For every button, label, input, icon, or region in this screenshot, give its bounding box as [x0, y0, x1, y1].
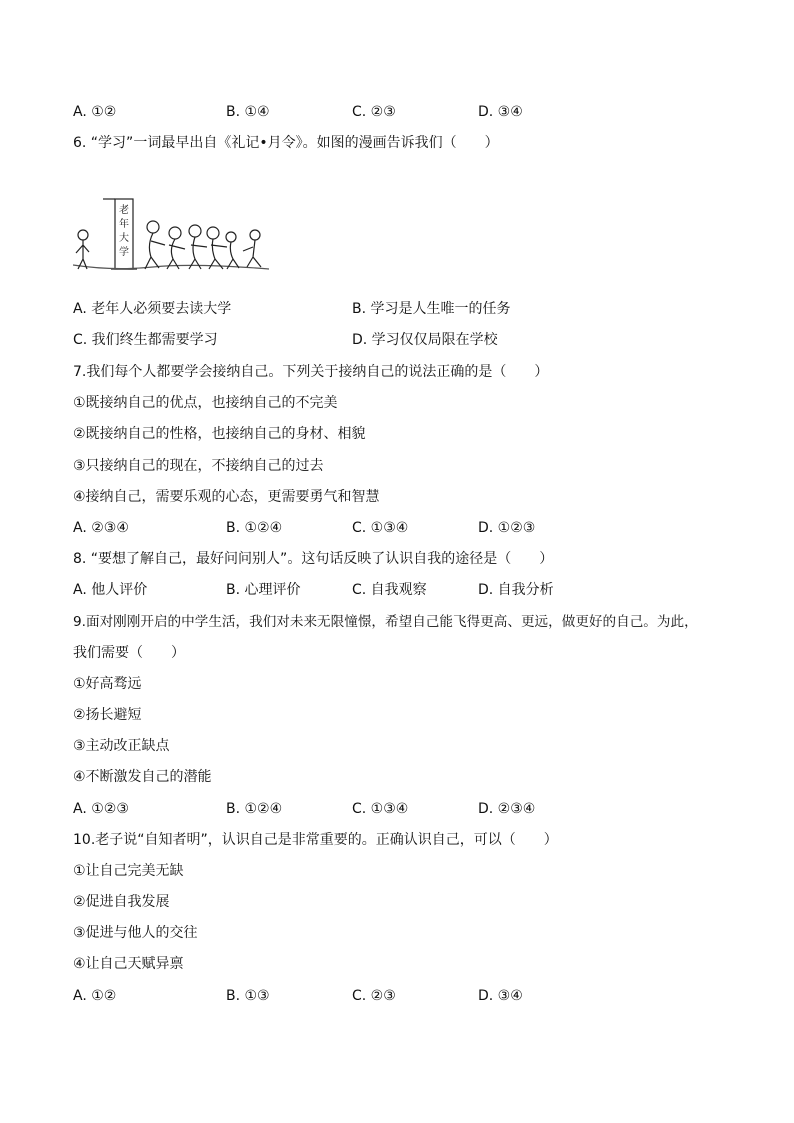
q8-option-c: C. 自我观察: [352, 582, 427, 598]
q7-item-1: ①既接纳自己的优点，也接纳自己的不完美: [73, 395, 338, 411]
cartoon-sign-char-3: 大: [119, 233, 129, 244]
q9-option-d: D. ②③④: [478, 801, 536, 817]
q7-stem: 7.我们每个人都要学会接纳自己。下列关于接纳自己的说法正确的是（ ）: [73, 364, 549, 380]
q6-option-d: D. 学习仅仅局限在学校: [352, 332, 498, 348]
q8-option-d: D. 自我分析: [478, 582, 554, 598]
q10-item-4: ④让自己天赋异禀: [73, 956, 184, 972]
q10-stem: 10.老子说“自知者明”，认识自己是非常重要的。正确认识自己，可以（ ）: [73, 832, 558, 848]
q6-option-c: C. 我们终生都需要学习: [73, 332, 218, 348]
q5-option-d: D. ③④: [478, 104, 523, 120]
q6-stem: 6. “学习”一词最早出自《礼记•月令》。如图的漫画告诉我们（ ）: [73, 135, 499, 151]
q8-stem: 8. “要想了解自己，最好问问别人”。这句话反映了认识自我的途径是（ ）: [73, 551, 554, 567]
q9-option-a: A. ①②③: [73, 801, 129, 817]
q10-item-3: ③促进与他人的交往: [73, 925, 198, 941]
q9-stem-line-1: 9.面对刚刚开启的中学生活，我们对未来无限憧憬，希望自己能飞得更高、更远，做更好的自己。为此，: [73, 614, 698, 630]
q7-option-d: D. ①②③: [478, 520, 536, 536]
q9-item-4: ④不断激发自己的潜能: [73, 769, 212, 785]
q7-option-a: A. ②③④: [73, 520, 129, 536]
q9-option-b: B. ①②④: [226, 801, 283, 817]
q5-option-c: C. ②③: [352, 104, 396, 120]
q9-item-3: ③主动改正缺点: [73, 738, 170, 754]
q9-stem-line-2: 我们需要（ ）: [73, 645, 185, 661]
q10-option-c: C. ②③: [352, 988, 396, 1004]
q6-option-b: B. 学习是人生唯一的任务: [352, 301, 511, 317]
q8-option-a: A. 他人评价: [73, 582, 148, 598]
q9-option-c: C. ①③④: [352, 801, 409, 817]
q5-option-b: B. ①④: [226, 104, 270, 120]
q5-option-a: A. ①②: [73, 104, 117, 120]
q7-item-4: ④接纳自己，需要乐观的心态，更需要勇气和智慧: [73, 489, 380, 505]
q7-option-c: C. ①③④: [352, 520, 409, 536]
q7-item-2: ②既接纳自己的性格，也接纳自己的身材、相貌: [73, 426, 366, 442]
q10-option-d: D. ③④: [478, 988, 523, 1004]
q8-option-b: B. 心理评价: [226, 582, 301, 598]
q7-option-b: B. ①②④: [226, 520, 283, 536]
q9-item-2: ②扬长避短: [73, 707, 142, 723]
q10-option-a: A. ①②: [73, 988, 117, 1004]
cartoon-sign-char-4: 学: [119, 247, 129, 258]
q7-item-3: ③只接纳自己的现在，不接纳自己的过去: [73, 458, 324, 474]
q10-item-1: ①让自己完美无缺: [73, 863, 184, 879]
q9-item-1: ①好高骛远: [73, 676, 142, 692]
cartoon-sign-char-1: 老: [119, 205, 129, 216]
q10-option-b: B. ①③: [226, 988, 270, 1004]
cartoon-sign-char-2: 年: [119, 219, 129, 230]
cartoon-illustration: [73, 197, 269, 273]
q6-option-a: A. 老年人必须要去读大学: [73, 301, 232, 317]
q10-item-2: ②促进自我发展: [73, 894, 170, 910]
